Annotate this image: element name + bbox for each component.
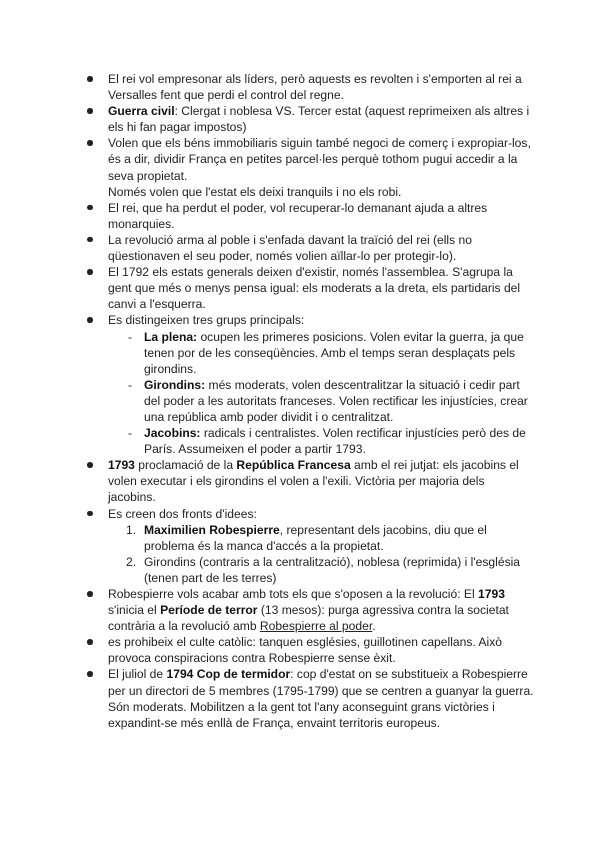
item-text: El juliol de: [108, 667, 167, 682]
list-item: [84, 457, 534, 505]
bold-term: Girondins:: [144, 377, 206, 392]
bold-term: 1793: [478, 587, 505, 601]
bold-term: Maximilien Robespierre: [144, 522, 280, 537]
bold-term: República Francesa: [236, 458, 351, 473]
item-text: : Clergat i noblesa VS. Tercer estat (aquest reprimeixen als altres i els hi fan pagar impostos): [108, 104, 530, 135]
item-text: : cop d'estat on se substitueix a Robespierre per un directori de 5 membres (1795-1799) que se centren a guanyar la guerra. Són moderats. Mobilitzen a la gent tot l'any aconseguint grans victòries i expandint-se més enllà de França, envaint territoris europeus.: [108, 667, 534, 730]
item-text: La revolució arma al poble i s'enfada davant la traïció del rei (ells no qüestionaven el seu poder, només volien aïllar-lo per protegir-lo).: [108, 232, 472, 264]
item-text: .: [372, 619, 376, 634]
item-text: (13 mesos): purga agressiva contra la societat contrària a la revolució amb: [108, 603, 509, 634]
list-item: [84, 312, 534, 328]
bold-term: Jacobins:: [144, 426, 201, 441]
list-item: [84, 666, 534, 730]
item-text: Robespierre vols acabar amb tots els que s'oposen a la revolució: El: [108, 587, 479, 601]
notes-content: [84, 71, 534, 731]
item-text: Volen que els béns immobiliaris siguin també negoci de comerç i expropiar-los, és a dir, dividir França en petites parcel·les perquè tothom pugui accedir a la seva propietat.: [108, 136, 531, 183]
numbered-item: [84, 522, 534, 554]
list-item: [84, 71, 534, 103]
dash-icon: -: [128, 377, 133, 392]
item-continuation: Només volen que l'estat els deixi tranquils i no els robi.: [108, 184, 402, 199]
item-text: El rei vol empresonar als líders, però aquests es revolten i s'emporten al rei a Versalles fent que perdi el control del regne.: [108, 72, 522, 103]
numbered-item-text: Girondins (contraris a la centralització), noblesa (reprimida) i l'església (tenen part de les terres): [144, 554, 521, 585]
list-item: [84, 264, 534, 312]
dash-icon: -: [128, 329, 133, 344]
sub-item-text: ocupen les primeres posicions. Volen evitar la guerra, ja que tenen por de les conseqüències. Amb el temps seran desplaçats pels girondins.: [144, 329, 524, 376]
item-text: amb el rei jutjat: els jacobins el volen executar i els girondins el volen a l'exili. Victòria per majoria dels jacobins.: [108, 458, 519, 505]
bold-term: Període de terror: [160, 603, 258, 618]
dash-icon: -: [128, 426, 133, 441]
underlined-text: Robespierre al poder: [259, 619, 373, 634]
bold-term: 1793: [108, 458, 135, 473]
item-text: El rei, que ha perdut el poder, vol recuperar-lo demanant ajuda a altres monarquies.: [108, 200, 488, 231]
bold-term: La plena:: [144, 329, 198, 344]
sub-item-la-plena: [84, 329, 534, 377]
list-item: [84, 135, 534, 199]
sub-item-text: radicals i centralistes. Volen rectificar injustícies però des de París. Assumeixen el poder a partir 1793.: [144, 426, 526, 457]
item-text: es prohibeix el culte catòlic: tanquen esglésies, guillotinen capellans. Això provoca conspiracions contra Robespierre sense èxit.: [108, 635, 502, 666]
bold-term: 1794 Cop de termidor: [166, 667, 291, 682]
bold-term: Guerra civil: [108, 104, 175, 119]
item-number: 1.: [126, 522, 137, 537]
item-text: s'inicia el: [108, 603, 161, 618]
item-text: El 1792 els estats generals deixen d'existir, només l'assemblea. S'agrupa la gent que més o menys pensa igual: els moderats a la dreta, els partidaris del canvi a l'esquerra.: [108, 265, 521, 312]
numbered-item-text: , representant dels jacobins, diu que el problema és la manca d'accés a la propietat.: [144, 522, 487, 553]
list-item: [84, 232, 534, 264]
sub-item-girondins: [84, 377, 534, 425]
item-text: Es distingeixen tres grups principals:: [108, 313, 305, 328]
list-item: [84, 506, 534, 522]
list-item: [84, 103, 534, 135]
item-text: Es creen dos fronts d'idees:: [108, 506, 257, 521]
item-text: proclamació de la: [134, 458, 237, 473]
sub-item-text: més moderats, volen descentralitzar la situació i cedir part del poder a les autoritats franceses. Volen rectificar les injustícies, crear una república amb poder dividit i o centralitzat.: [144, 377, 528, 424]
sub-item-jacobins: [84, 425, 534, 457]
list-item: [84, 634, 534, 666]
item-number: 2.: [126, 554, 137, 569]
list-item: [84, 200, 534, 232]
numbered-item: [84, 554, 534, 586]
list-item: [84, 586, 534, 634]
